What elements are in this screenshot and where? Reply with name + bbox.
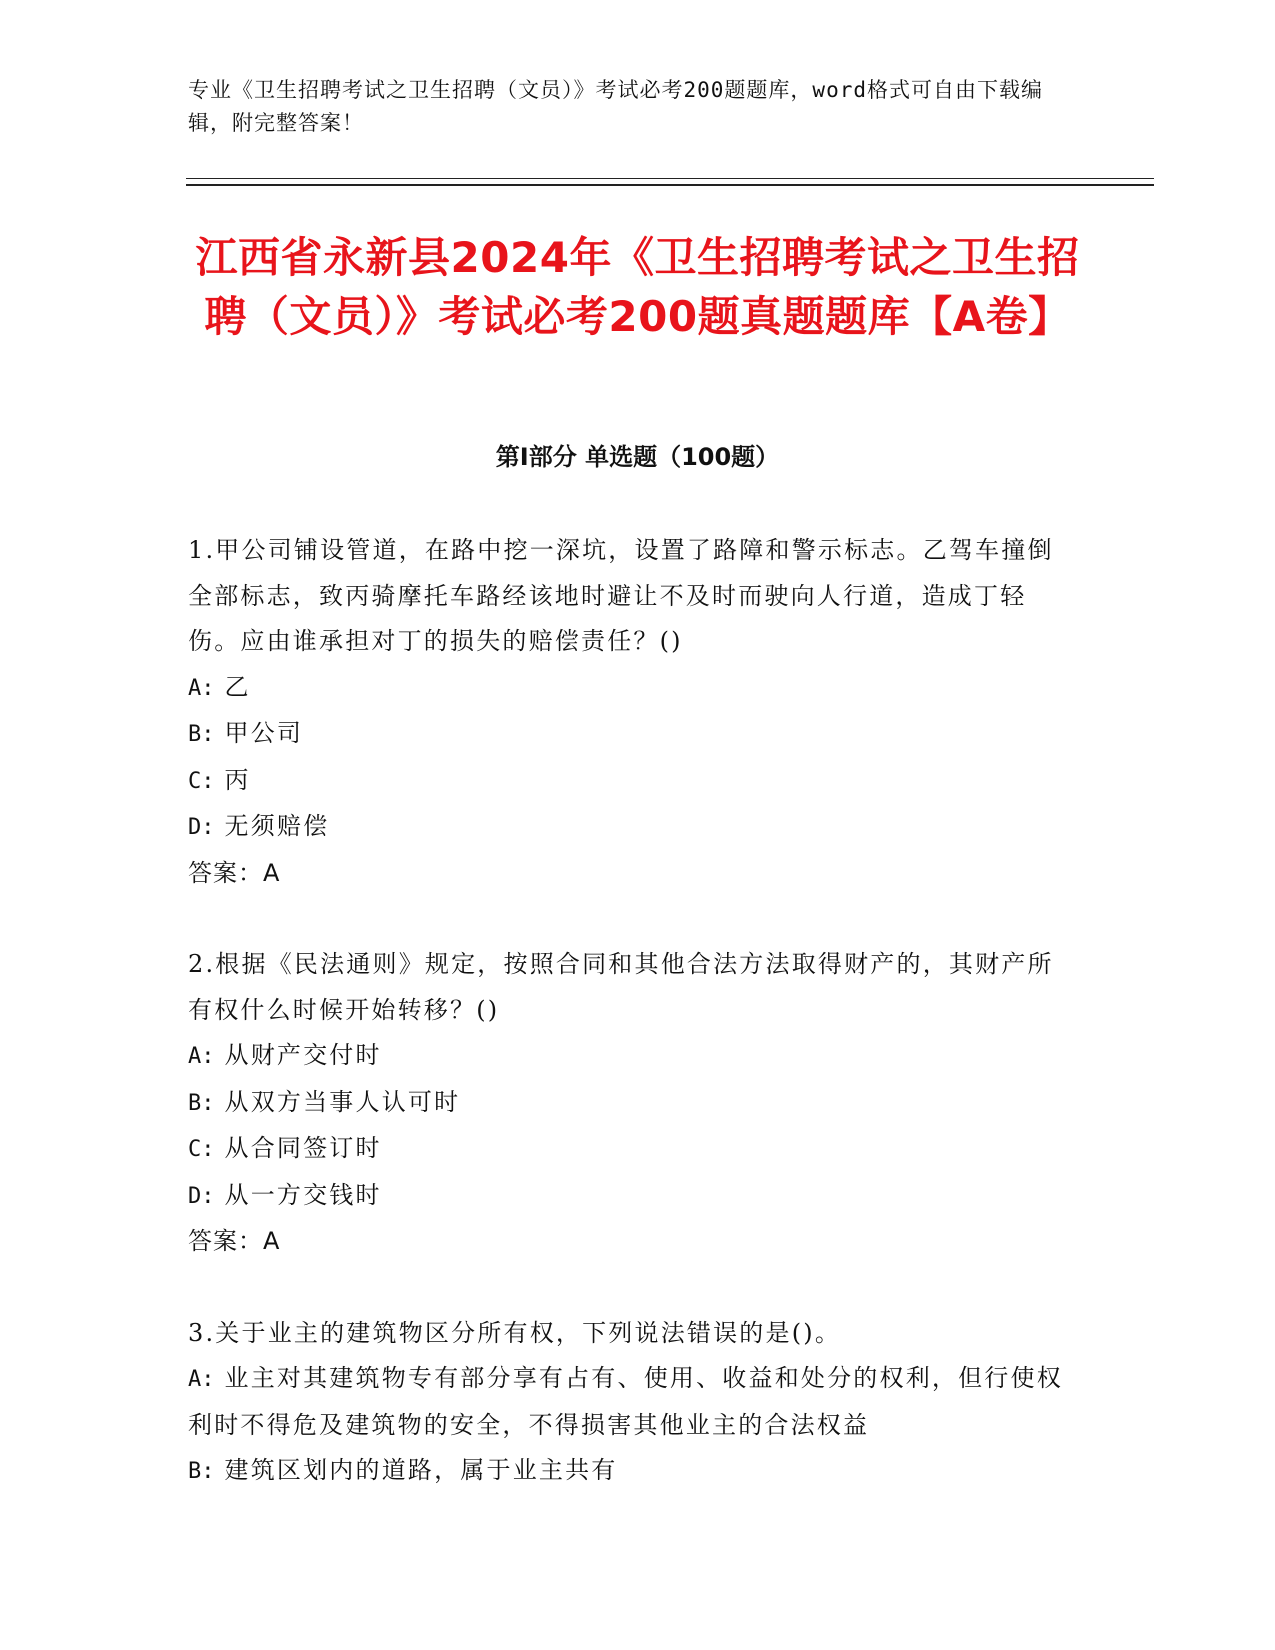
option-text: 无须赔偿 — [224, 812, 330, 840]
option-c — [188, 1126, 1068, 1173]
option-c — [188, 758, 1068, 805]
option-a — [188, 665, 1068, 712]
option-letter: A: — [188, 1367, 215, 1392]
option-letter: A: — [188, 675, 215, 701]
question-stem: 1.甲公司铺设管道，在路中挖一深坑，设置了路障和警示标志。乙驾车撞倒全部标志，致丙骑摩托车路经该地时避让不及时而驶向人行道，造成丁轻伤。应由谁承担对丁的损失的赔偿责任？() — [188, 536, 1054, 655]
option-letter: A: — [188, 1044, 215, 1069]
option-letter: B: — [188, 1090, 215, 1116]
question-1 — [188, 528, 1068, 896]
document-title: 江西省永新县2024年《卫生招聘考试之卫生招聘（文员）》考试必考200题真题题库【A卷】 — [195, 233, 1080, 341]
question-list — [188, 528, 1068, 1541]
question-2 — [188, 942, 1068, 1265]
answer-line: 答案：A — [188, 858, 281, 887]
option-text: 丙 — [224, 765, 251, 794]
option-letter: C: — [188, 1137, 215, 1162]
option-text: 乙 — [224, 672, 251, 701]
option-b — [188, 1080, 1068, 1127]
option-text: 甲公司 — [224, 719, 304, 747]
question-stem: 3.关于业主的建筑物区分所有权，下列说法错误的是()。 — [188, 1318, 842, 1347]
option-text: 从双方当事人认可时 — [224, 1087, 461, 1116]
option-d — [188, 1173, 1068, 1220]
option-letter: B: — [188, 1459, 215, 1484]
option-letter: D: — [188, 815, 215, 840]
header-divider-thick — [186, 184, 1154, 186]
option-letter: D: — [188, 1183, 215, 1209]
option-text: 从财产交付时 — [224, 1041, 382, 1069]
option-letter: C: — [188, 768, 215, 794]
option-b — [188, 711, 1068, 758]
option-letter: B: — [188, 722, 215, 747]
option-a — [188, 1033, 1068, 1080]
section-title: 第Ⅰ部分 单选题（100题） — [495, 443, 780, 471]
header-note: 专业《卫生招聘考试之卫生招聘（文员）》考试必考200题题库，word格式可自由下载编辑，附完整答案！ — [188, 78, 1043, 135]
option-a — [188, 1356, 1068, 1448]
option-text: 建筑区划内的道路，属于业主共有 — [224, 1456, 618, 1484]
question-3 — [188, 1311, 1068, 1495]
option-d — [188, 804, 1068, 851]
header-divider — [186, 178, 1154, 179]
option-text: 业主对其建筑物专有部分享有占有、使用、收益和处分的权利，但行使权利时不得危及建筑物的安全，不得损害其他业主的合法权益 — [188, 1364, 1063, 1439]
question-stem: 2.根据《民法通则》规定，按照合同和其他合法方法取得财产的，其财产所有权什么时候开始转移？() — [188, 950, 1054, 1024]
option-text: 从一方交钱时 — [224, 1180, 382, 1209]
option-text: 从合同签订时 — [224, 1134, 382, 1162]
option-b — [188, 1448, 1068, 1495]
answer-line: 答案：A — [188, 1227, 281, 1255]
